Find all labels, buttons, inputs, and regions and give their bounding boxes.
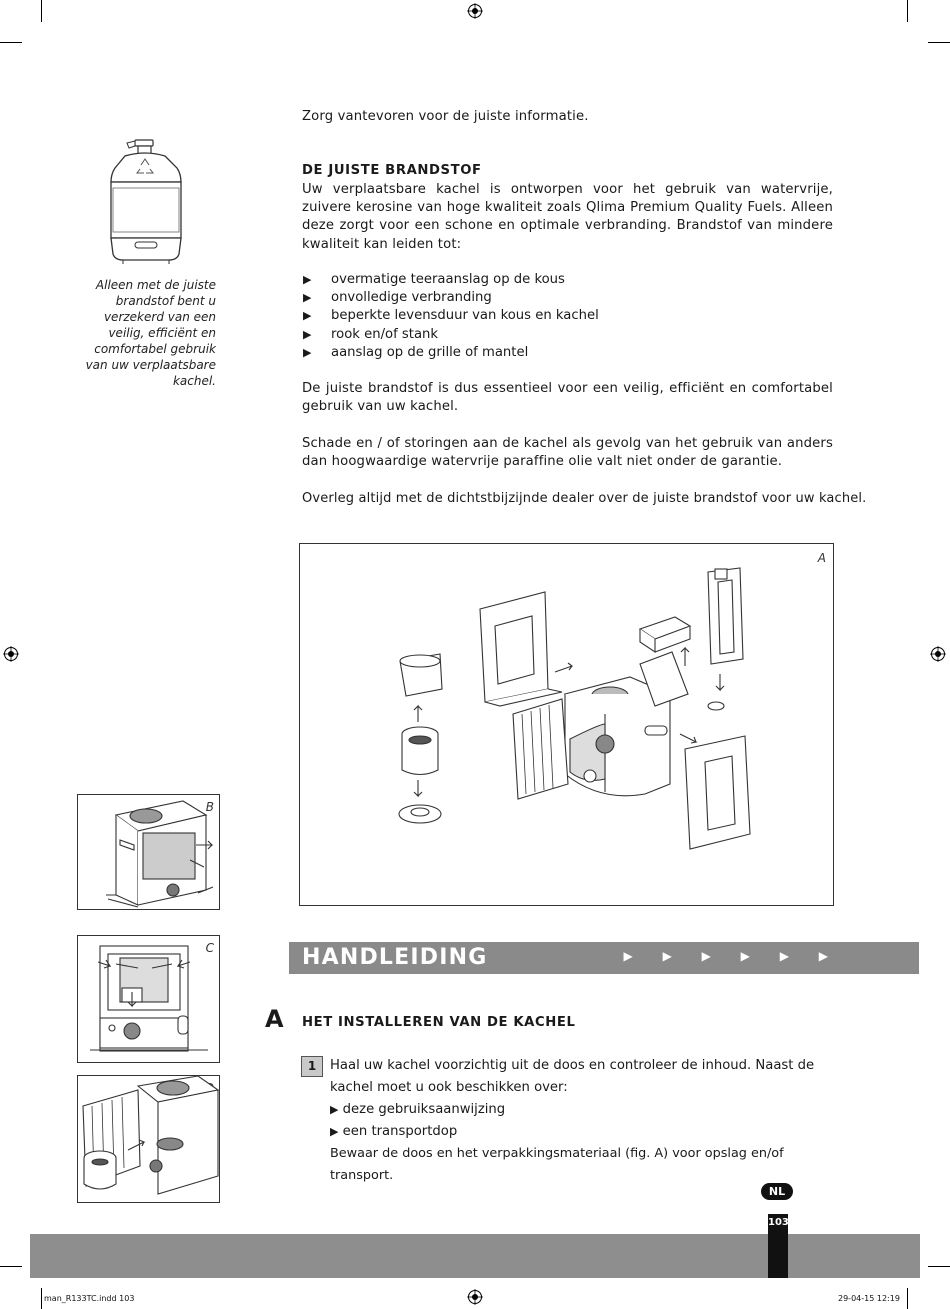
intro-line: Zorg vantevoren voor de juiste informatie. [302, 109, 589, 124]
list-item: ▶ overmatige teeraanslag op de kous [302, 271, 833, 289]
heater-illustration [78, 795, 219, 909]
section-heading: HET INSTALLEREN VAN DE KACHEL [302, 1015, 576, 1030]
right-triangle-icon: ▶ [303, 291, 312, 305]
crop-mark [907, 0, 908, 22]
slug-left: man_R133TC.indd 103 [44, 1294, 135, 1303]
right-triangle-icon: ▶ [303, 345, 312, 359]
fuel-paragraph-3: Schade en / of storingen aan de kachel als gevolg van het gebruik van anders dan hoogwaardige watervrije paraffine olie valt niet onder de garantie. [302, 436, 833, 470]
step-number-badge: 1 [301, 1056, 323, 1077]
crop-mark [0, 1266, 22, 1267]
step-note: Bewaar de doos en het verpakkingsmateriaal (fig. A) voor opslag en/of transport. [330, 1146, 784, 1183]
fuel-paragraph-1: Uw verplaatsbare kachel is ontworpen voor het gebruik van watervrije, zuivere kerosine van hoge kwaliteit zoals Qlima Premium Quality Fuels. Alleen deze zorgt voor een schone en optimale verbranding. Brandstof van mindere kwaliteit kan leiden tot: [302, 182, 833, 252]
section-letter: A [265, 1005, 284, 1033]
heater-exploded-view-illustration [300, 544, 833, 905]
heater-illustration [78, 1076, 219, 1202]
step-text-line: kachel moet u ook beschikken over: [330, 1080, 568, 1095]
right-triangle-icon: ▶ [303, 327, 312, 341]
figure-c [77, 935, 220, 1063]
step-1-content [330, 1055, 830, 1187]
list-item: ▶ rook en/of stank [302, 326, 833, 344]
crop-mark [41, 1288, 42, 1309]
crop-mark [928, 42, 950, 43]
right-triangle-icon: ▶ [303, 273, 312, 286]
banner-arrows: ▶ ▶ ▶ ▶ ▶ ▶ [623, 949, 841, 963]
fuel-can-icon [105, 138, 187, 266]
list-item: ▶ een transportdop [330, 1124, 458, 1139]
language-badge: NL [761, 1183, 793, 1200]
page-number: 103 [768, 1217, 789, 1228]
registration-mark-icon [930, 646, 946, 662]
fuel-paragraph-4: Overleg altijd met de dichtstbijzijnde dealer over de juiste brandstof voor uw kachel. [302, 491, 867, 506]
registration-mark-icon [3, 646, 19, 662]
figure-label: C [205, 941, 214, 955]
crop-mark [0, 42, 22, 43]
figure-label: B [205, 800, 214, 814]
right-triangle-icon: ▶ [330, 1103, 339, 1116]
fuel-bullet-list [302, 271, 833, 362]
figure-label: A [817, 551, 826, 565]
right-triangle-icon: ▶ [330, 1125, 339, 1138]
heater-illustration [78, 936, 219, 1062]
crop-mark [41, 0, 42, 22]
fuel-heading: DE JUISTE BRANDSTOF [302, 163, 482, 178]
registration-mark-icon [467, 3, 483, 19]
crop-mark [928, 1266, 950, 1267]
step-text-line: Haal uw kachel voorzichtig uit de doos en controleer de inhoud. Naast de [330, 1058, 815, 1073]
figure-b [77, 794, 220, 910]
list-item: ▶ deze gebruiksaanwijzing [330, 1102, 506, 1117]
figure-a [299, 543, 834, 906]
list-item: ▶ beperkte levensduur van kous en kachel [302, 307, 833, 325]
registration-mark-icon [467, 1289, 483, 1305]
list-item: ▶ aanslag op de grille of mantel [302, 344, 833, 362]
list-item: ▶ onvolledige verbranding [302, 289, 833, 307]
figure-d [77, 1075, 220, 1203]
right-triangle-icon: ▶ [303, 309, 312, 323]
section-banner [289, 942, 919, 974]
crop-mark [907, 1288, 908, 1309]
fuel-paragraph-2: De juiste brandstof is dus essentieel voor een veilig, efficiënt en comfortabel gebruik van uw kachel. [302, 381, 833, 415]
banner-title: HANDLEIDING [302, 945, 488, 970]
side-caption: Alleen met de juiste brandstof bent u verzekerd van een veilig, efficiënt en comfortabel gebruik van uw verplaatsbare kachel. [85, 278, 216, 388]
slug-right: 29-04-15 12:19 [838, 1294, 900, 1303]
